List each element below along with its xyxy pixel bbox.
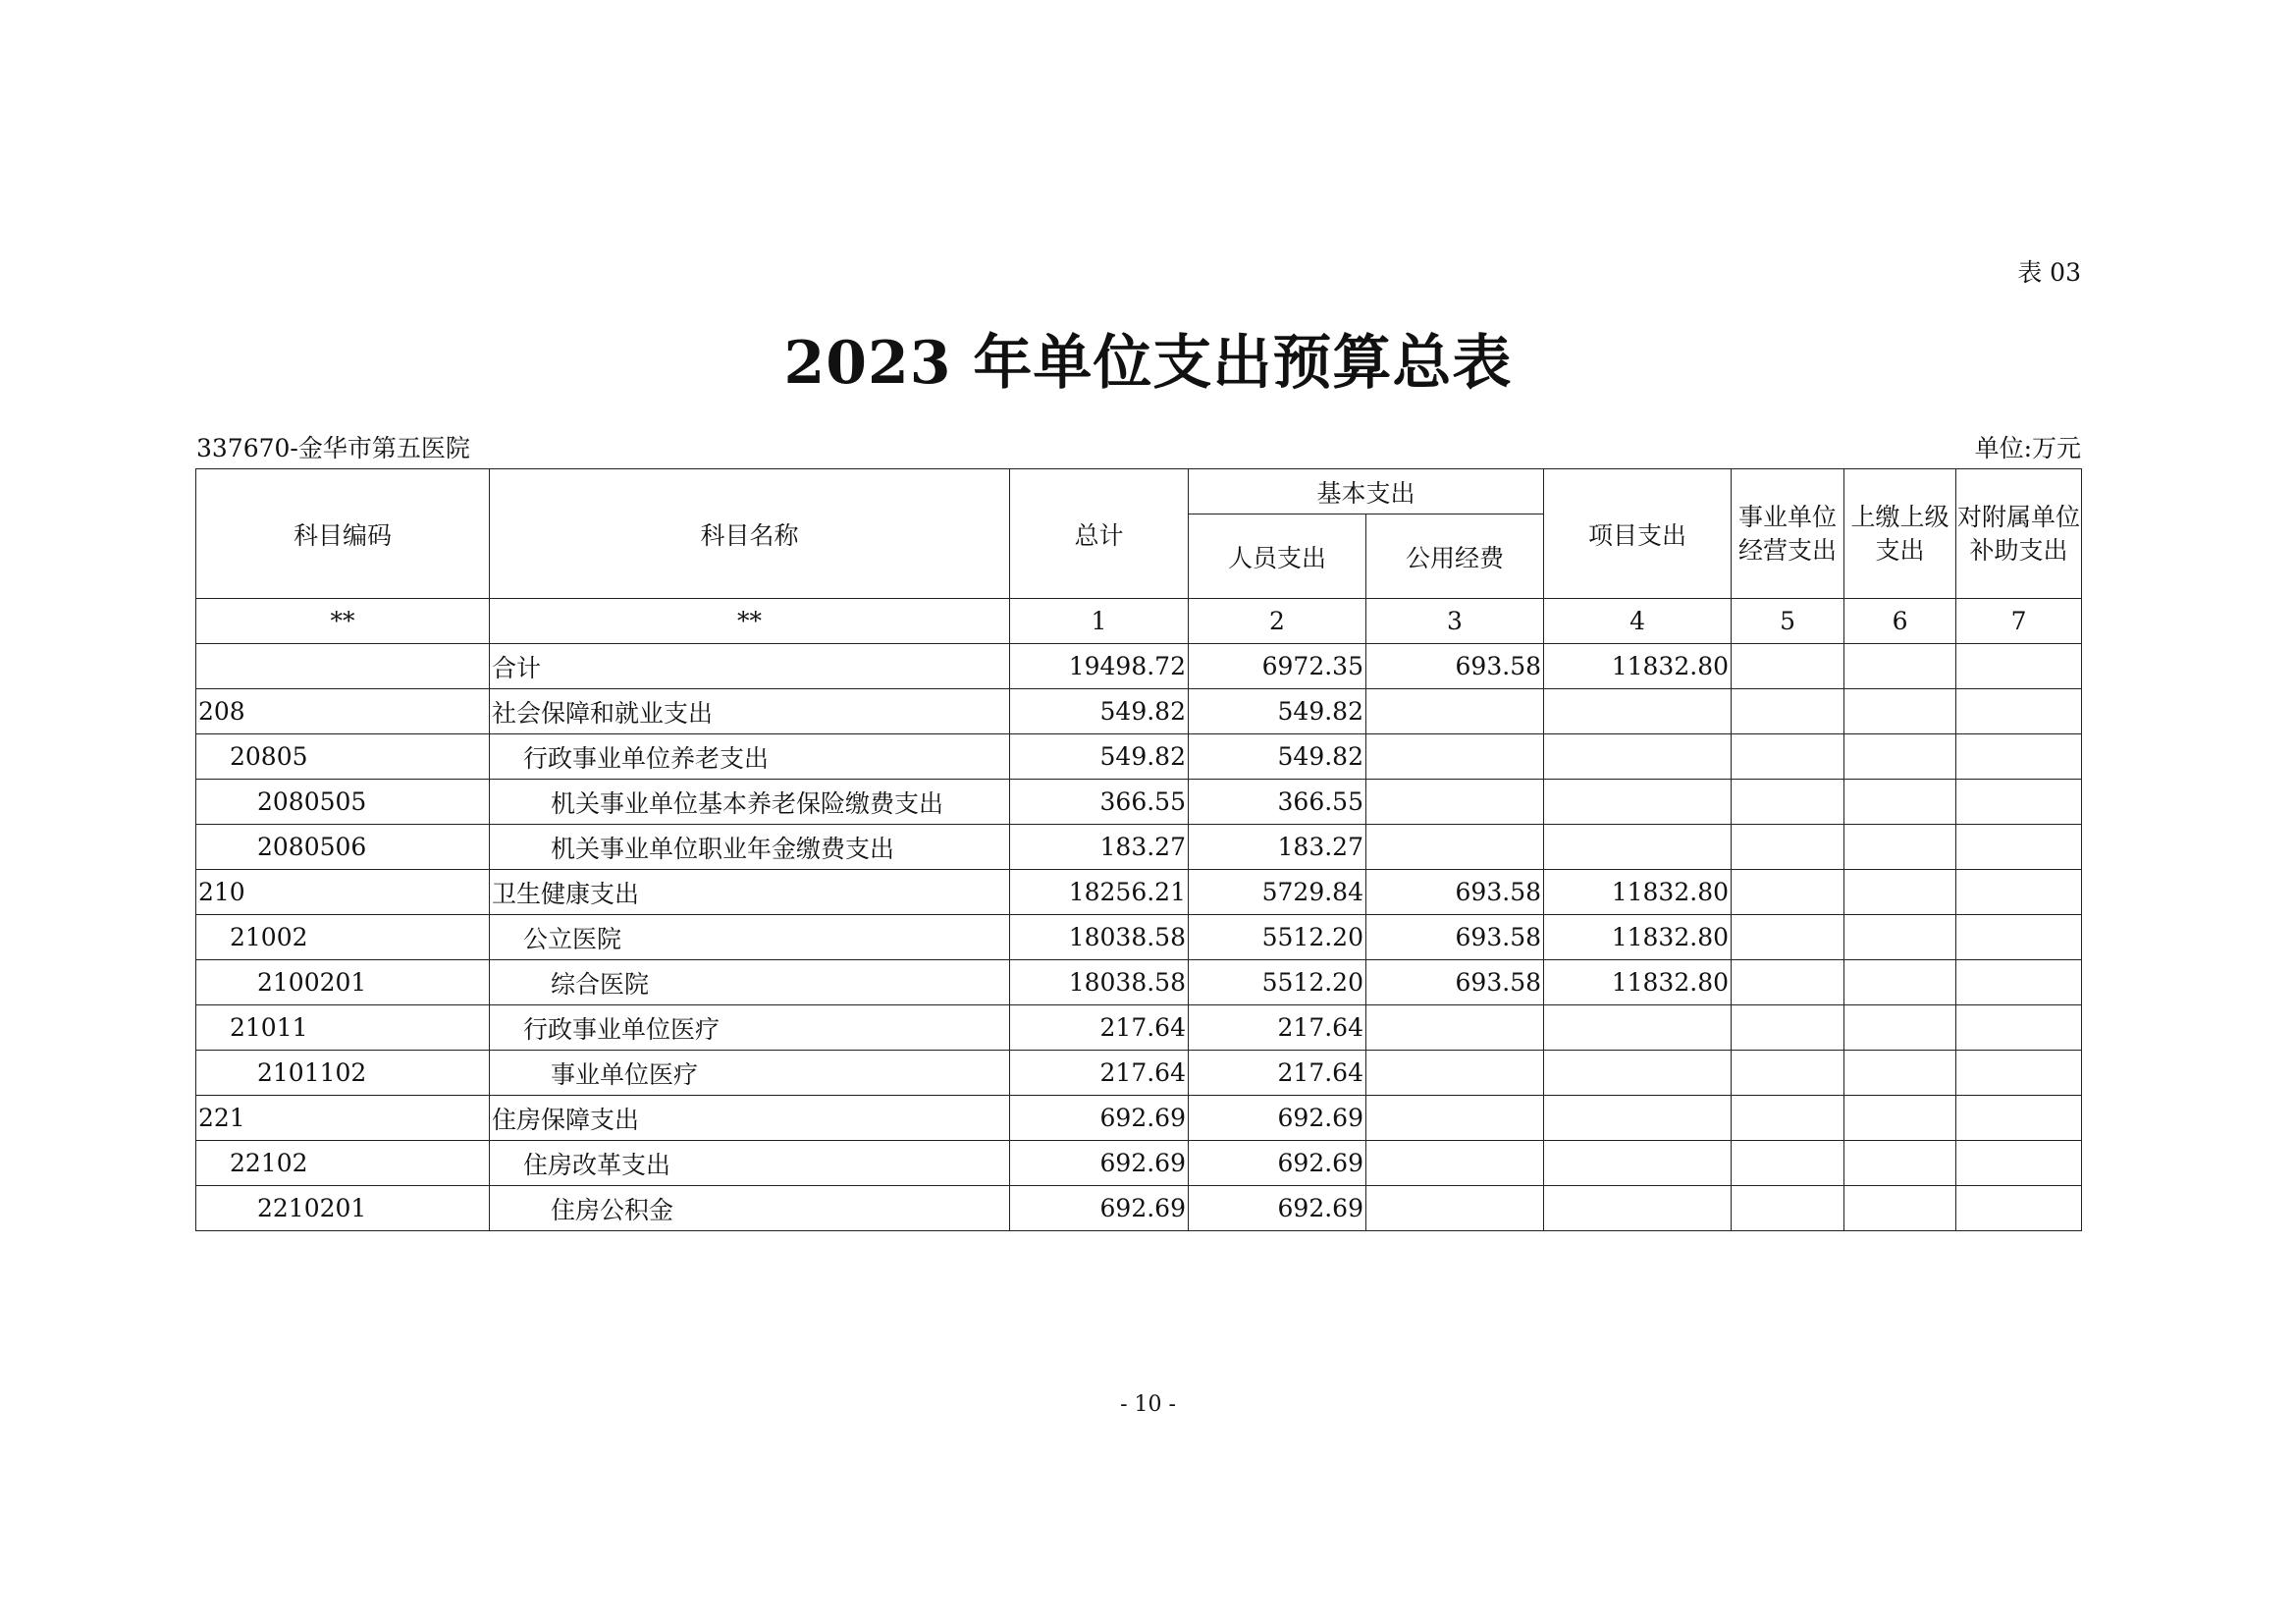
total-cell: 217.64 xyxy=(1010,1005,1189,1051)
subject-code-cell xyxy=(196,644,490,689)
subject-code-cell: 2210201 xyxy=(196,1186,490,1231)
total-cell: 18256.21 xyxy=(1010,870,1189,915)
total-cell: 18038.58 xyxy=(1010,915,1189,960)
subsidy-cell xyxy=(1956,915,2082,960)
header-total: 总计 xyxy=(1010,469,1189,599)
subject-name-cell: 住房保障支出 xyxy=(490,1096,1010,1141)
subsidy-cell xyxy=(1956,1186,2082,1231)
subject-name-cell: 住房公积金 xyxy=(490,1186,1010,1231)
subject-code-cell: 20805 xyxy=(196,734,490,780)
upper-cell xyxy=(1844,915,1956,960)
subject-code-cell: 208 xyxy=(196,689,490,734)
business-cell xyxy=(1732,780,1844,825)
project-cell: 11832.80 xyxy=(1544,870,1732,915)
project-cell xyxy=(1544,825,1732,870)
subject-name-cell: 机关事业单位职业年金缴费支出 xyxy=(490,825,1010,870)
business-cell xyxy=(1732,870,1844,915)
upper-cell xyxy=(1844,1005,1956,1051)
business-cell xyxy=(1732,960,1844,1005)
personnel-cell: 366.55 xyxy=(1189,780,1366,825)
table-body xyxy=(196,644,2082,1231)
unit-label: 单位:万元 xyxy=(1974,434,2081,462)
project-cell xyxy=(1544,780,1732,825)
subsidy-cell xyxy=(1956,870,2082,915)
header-subsidy: 对附属单位补助支出 xyxy=(1956,469,2082,599)
upper-cell xyxy=(1844,1141,1956,1186)
public-cell: 693.58 xyxy=(1366,870,1544,915)
table-row xyxy=(196,1141,2082,1186)
project-cell xyxy=(1544,734,1732,780)
total-cell: 549.82 xyxy=(1010,689,1189,734)
table-row xyxy=(196,1005,2082,1051)
table-row xyxy=(196,780,2082,825)
public-cell xyxy=(1366,1051,1544,1096)
table-row xyxy=(196,1051,2082,1096)
subject-name-cell: 综合医院 xyxy=(490,960,1010,1005)
subject-code-cell: 21002 xyxy=(196,915,490,960)
table-number-label: 表 03 xyxy=(2017,258,2081,287)
personnel-cell: 5512.20 xyxy=(1189,960,1366,1005)
project-cell: 11832.80 xyxy=(1544,644,1732,689)
project-cell xyxy=(1544,1186,1732,1231)
personnel-cell: 5512.20 xyxy=(1189,915,1366,960)
personnel-cell: 692.69 xyxy=(1189,1186,1366,1231)
business-cell xyxy=(1732,1051,1844,1096)
table-row xyxy=(196,915,2082,960)
index-cell: 3 xyxy=(1366,599,1544,644)
public-cell xyxy=(1366,1141,1544,1186)
public-cell: 693.58 xyxy=(1366,644,1544,689)
index-cell: 5 xyxy=(1732,599,1844,644)
personnel-cell: 5729.84 xyxy=(1189,870,1366,915)
subject-code-cell: 2080506 xyxy=(196,825,490,870)
subject-name-cell: 卫生健康支出 xyxy=(490,870,1010,915)
table-row xyxy=(196,825,2082,870)
public-cell xyxy=(1366,825,1544,870)
project-cell xyxy=(1544,689,1732,734)
project-cell: 11832.80 xyxy=(1544,960,1732,1005)
subject-code-cell: 21011 xyxy=(196,1005,490,1051)
subject-code-cell: 221 xyxy=(196,1096,490,1141)
subject-name-cell: 社会保障和就业支出 xyxy=(490,689,1010,734)
business-cell xyxy=(1732,1141,1844,1186)
upper-cell xyxy=(1844,1186,1956,1231)
total-cell: 19498.72 xyxy=(1010,644,1189,689)
project-cell xyxy=(1544,1005,1732,1051)
total-cell: 18038.58 xyxy=(1010,960,1189,1005)
index-cell: 4 xyxy=(1544,599,1732,644)
upper-cell xyxy=(1844,780,1956,825)
index-cell: ** xyxy=(196,599,490,644)
table-row xyxy=(196,1096,2082,1141)
index-cell: 7 xyxy=(1956,599,2082,644)
table-row xyxy=(196,870,2082,915)
subject-name-cell: 行政事业单位医疗 xyxy=(490,1005,1010,1051)
project-cell xyxy=(1544,1141,1732,1186)
header-row-top xyxy=(196,469,2082,514)
header-name: 科目名称 xyxy=(490,469,1010,599)
header-basic: 基本支出 xyxy=(1189,469,1544,514)
total-cell: 692.69 xyxy=(1010,1141,1189,1186)
upper-cell xyxy=(1844,870,1956,915)
total-cell: 692.69 xyxy=(1010,1096,1189,1141)
subsidy-cell xyxy=(1956,780,2082,825)
subject-code-cell: 2101102 xyxy=(196,1051,490,1096)
upper-cell xyxy=(1844,689,1956,734)
subject-code-cell: 2100201 xyxy=(196,960,490,1005)
table-row xyxy=(196,1186,2082,1231)
table-row xyxy=(196,689,2082,734)
upper-cell xyxy=(1844,644,1956,689)
business-cell xyxy=(1732,1005,1844,1051)
business-cell xyxy=(1732,734,1844,780)
business-cell xyxy=(1732,689,1844,734)
page-number: - 10 - xyxy=(1120,1392,1176,1417)
public-cell xyxy=(1366,689,1544,734)
public-cell: 693.58 xyxy=(1366,960,1544,1005)
personnel-cell: 549.82 xyxy=(1189,689,1366,734)
subsidy-cell xyxy=(1956,734,2082,780)
subsidy-cell xyxy=(1956,1096,2082,1141)
total-cell: 692.69 xyxy=(1010,1186,1189,1231)
index-cell: 2 xyxy=(1189,599,1366,644)
organization-label: 337670-金华市第五医院 xyxy=(196,434,470,462)
project-cell xyxy=(1544,1096,1732,1141)
business-cell xyxy=(1732,644,1844,689)
upper-cell xyxy=(1844,1096,1956,1141)
header-code: 科目编码 xyxy=(196,469,490,599)
subject-name-cell: 行政事业单位养老支出 xyxy=(490,734,1010,780)
budget-table xyxy=(195,468,2082,1231)
personnel-cell: 217.64 xyxy=(1189,1051,1366,1096)
header-index-row xyxy=(196,599,2082,644)
subsidy-cell xyxy=(1956,1005,2082,1051)
public-cell xyxy=(1366,1005,1544,1051)
header-upper: 上缴上级支出 xyxy=(1844,469,1956,599)
subject-name-cell: 住房改革支出 xyxy=(490,1141,1010,1186)
upper-cell xyxy=(1844,734,1956,780)
business-cell xyxy=(1732,915,1844,960)
total-cell: 183.27 xyxy=(1010,825,1189,870)
personnel-cell: 692.69 xyxy=(1189,1141,1366,1186)
header-personnel: 人员支出 xyxy=(1189,514,1366,599)
subject-name-cell: 机关事业单位基本养老保险缴费支出 xyxy=(490,780,1010,825)
table-row xyxy=(196,644,2082,689)
business-cell xyxy=(1732,825,1844,870)
public-cell xyxy=(1366,1186,1544,1231)
business-cell xyxy=(1732,1186,1844,1231)
subsidy-cell xyxy=(1956,689,2082,734)
header-business: 事业单位经营支出 xyxy=(1732,469,1844,599)
public-cell: 693.58 xyxy=(1366,915,1544,960)
index-cell: 1 xyxy=(1010,599,1189,644)
business-cell xyxy=(1732,1096,1844,1141)
table-row xyxy=(196,960,2082,1005)
personnel-cell: 549.82 xyxy=(1189,734,1366,780)
project-cell xyxy=(1544,1051,1732,1096)
public-cell xyxy=(1366,734,1544,780)
personnel-cell: 692.69 xyxy=(1189,1096,1366,1141)
total-cell: 366.55 xyxy=(1010,780,1189,825)
index-cell: ** xyxy=(490,599,1010,644)
total-cell: 549.82 xyxy=(1010,734,1189,780)
upper-cell xyxy=(1844,960,1956,1005)
personnel-cell: 183.27 xyxy=(1189,825,1366,870)
index-cell: 6 xyxy=(1844,599,1956,644)
subsidy-cell xyxy=(1956,644,2082,689)
table-row xyxy=(196,734,2082,780)
subject-name-cell: 合计 xyxy=(490,644,1010,689)
project-cell: 11832.80 xyxy=(1544,915,1732,960)
upper-cell xyxy=(1844,1051,1956,1096)
subsidy-cell xyxy=(1956,1051,2082,1096)
public-cell xyxy=(1366,1096,1544,1141)
subsidy-cell xyxy=(1956,1141,2082,1186)
page-title: 2023 年单位支出预算总表 xyxy=(783,329,1513,398)
total-cell: 217.64 xyxy=(1010,1051,1189,1096)
subject-name-cell: 事业单位医疗 xyxy=(490,1051,1010,1096)
upper-cell xyxy=(1844,825,1956,870)
subject-code-cell: 2080505 xyxy=(196,780,490,825)
subject-code-cell: 210 xyxy=(196,870,490,915)
personnel-cell: 217.64 xyxy=(1189,1005,1366,1051)
subject-name-cell: 公立医院 xyxy=(490,915,1010,960)
subject-code-cell: 22102 xyxy=(196,1141,490,1186)
header-project: 项目支出 xyxy=(1544,469,1732,599)
header-public: 公用经费 xyxy=(1366,514,1544,599)
personnel-cell: 6972.35 xyxy=(1189,644,1366,689)
subsidy-cell xyxy=(1956,825,2082,870)
subsidy-cell xyxy=(1956,960,2082,1005)
public-cell xyxy=(1366,780,1544,825)
